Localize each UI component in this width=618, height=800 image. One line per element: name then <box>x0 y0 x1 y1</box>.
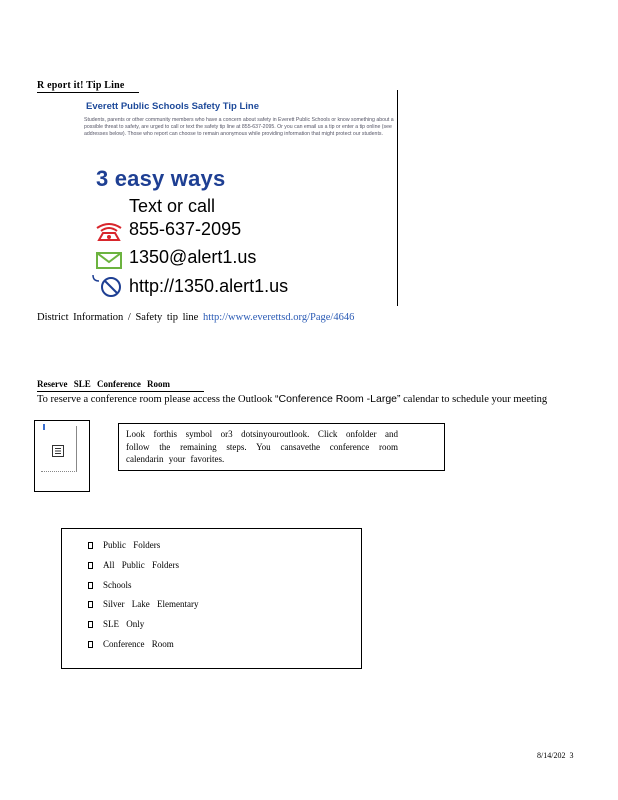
bullet-box-icon <box>88 641 93 648</box>
bullet-box-icon <box>88 542 93 549</box>
bullet-box-icon <box>88 601 93 608</box>
safety-tip-line-link[interactable]: http://www.everettsd.org/Page/4646 <box>202 312 355 323</box>
heading-underline <box>37 391 204 392</box>
list-item-label: SLE Only <box>103 619 145 629</box>
district-info-label: District Information / Safety tip line <box>37 312 199 323</box>
bullet-box-icon <box>88 562 93 569</box>
footer-date: 8/14/202 3 <box>537 751 574 760</box>
instruction-text: Look forthis symbol or3 dotsinyouroutlook. Click onfolder and follow the remaining steps. You cansavethe conference room calendarin your favorites. <box>126 429 398 464</box>
list-item <box>88 599 198 609</box>
list-item <box>88 580 132 590</box>
flyer-body-text: Students, parents or other community members who have a concern about safety in Everett Public Schools or know something about a possible threat to safety, are urged to call or text the safety tip line at 855-637-2095. Or you can email us a tip or enter a tip online (see addresses below). Those who report can choose to remain anonymous while providing information that might protect our students. <box>84 117 394 138</box>
tip-line-heading: R eport it! Tip Line <box>37 80 125 91</box>
reserve-text-end: calendar to schedule your meeting <box>400 394 548 405</box>
reserve-room-heading: Reserve SLE Conference Room <box>37 379 171 389</box>
flyer-website-url: http://1350.alert1.us <box>129 276 289 296</box>
calendar-name: “Conference Room -Large” <box>275 393 401 405</box>
list-item <box>88 619 144 629</box>
flyer-title: Everett Public Schools Safety Tip Line <box>86 101 259 112</box>
list-item-label: Silver Lake Elementary <box>103 599 199 609</box>
list-item <box>88 540 160 550</box>
bullet-box-icon <box>88 621 93 628</box>
flyer-text-or-call: Text or call <box>129 196 216 216</box>
flyer-border-line <box>397 90 398 306</box>
flyer-phone-number: 855-637-2095 <box>129 219 242 239</box>
heading-underline <box>37 92 139 93</box>
district-info-line <box>37 312 354 323</box>
reserve-instructions-paragraph <box>37 393 565 406</box>
bullet-box-icon <box>88 582 93 589</box>
phone-icon <box>93 220 125 249</box>
list-item-label: All Public Folders <box>103 560 180 570</box>
list-item-label: Schools <box>103 580 132 590</box>
list-item <box>88 560 179 570</box>
outlook-pane-marker <box>43 424 45 430</box>
flyer-email-address: 1350@alert1.us <box>129 247 257 267</box>
list-item-label: Conference Room <box>103 639 174 649</box>
flyer-headline: 3 easy ways <box>96 166 226 191</box>
web-icon <box>91 271 125 304</box>
folder-list-icon <box>52 444 64 462</box>
reserve-text-start: To reserve a conference room please access the Outlook <box>37 394 276 405</box>
list-item <box>88 639 174 649</box>
list-item-label: Public Folders <box>103 540 161 550</box>
